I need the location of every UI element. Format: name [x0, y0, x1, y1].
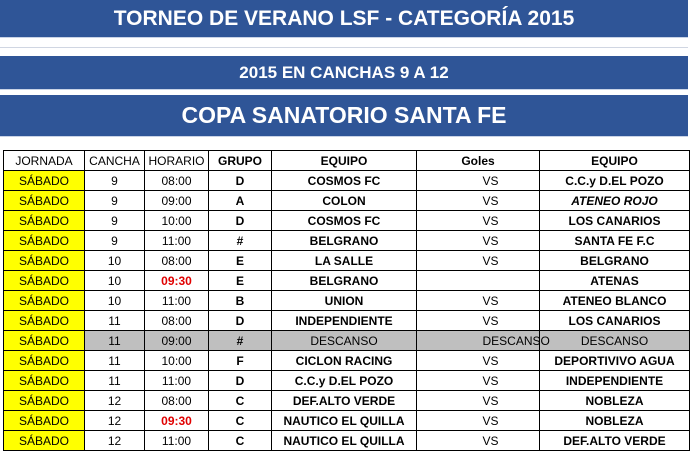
grupo-cell: E [209, 271, 272, 291]
jornada-cell: SÁBADO [4, 171, 85, 191]
jornada-cell: SÁBADO [4, 231, 85, 251]
horario-cell: 10:00 [145, 351, 209, 371]
table-row [4, 291, 690, 311]
cancha-cell: 10 [85, 251, 145, 271]
jornada-cell: SÁBADO [4, 251, 85, 271]
goles-local-cell [417, 231, 475, 251]
header-equipo-local: EQUIPO [272, 151, 417, 171]
jornada-cell: SÁBADO [4, 311, 85, 331]
visitor-team-cell: DEPORTIVIVO AGUA [540, 351, 690, 371]
visitor-team-cell: NOBLEZA [540, 411, 690, 431]
horario-cell: 11:00 [145, 231, 209, 251]
jornada-cell: SÁBADO [4, 351, 85, 371]
vs-cell: VS [475, 231, 540, 251]
goles-local-cell [417, 171, 475, 191]
local-team-cell: NAUTICO EL QUILLA [272, 411, 417, 431]
local-team-cell: LA SALLE [272, 251, 417, 271]
local-team-cell: INDEPENDIENTE [272, 311, 417, 331]
header-row [4, 151, 690, 171]
local-team-cell: CICLON RACING [272, 351, 417, 371]
goles-local-cell [417, 271, 475, 291]
local-team-cell: COSMOS FC [272, 211, 417, 231]
local-team-cell: DESCANSO [272, 331, 417, 351]
table-row [4, 251, 690, 271]
vs-cell: VS [475, 191, 540, 211]
grupo-cell: D [209, 311, 272, 331]
visitor-team-cell: LOS CANARIOS [540, 311, 690, 331]
table-row [4, 271, 690, 291]
header-goles: Goles [417, 151, 540, 171]
goles-local-cell [417, 191, 475, 211]
cancha-cell: 9 [85, 211, 145, 231]
grupo-cell: D [209, 171, 272, 191]
grupo-cell: # [209, 331, 272, 351]
vs-cell: VS [475, 211, 540, 231]
header-equipo-visitante: EQUIPO [540, 151, 690, 171]
local-team-cell: BELGRANO [272, 231, 417, 251]
grupo-cell: D [209, 211, 272, 231]
vs-cell: VS [475, 311, 540, 331]
local-team-cell: COSMOS FC [272, 171, 417, 191]
grupo-cell: C [209, 431, 272, 451]
jornada-cell: SÁBADO [4, 211, 85, 231]
horario-cell: 10:00 [145, 211, 209, 231]
visitor-team-cell: C.C.y D.EL POZO [540, 171, 690, 191]
header-grupo: GRUPO [209, 151, 272, 171]
table-row [4, 391, 690, 411]
goles-local-cell [417, 411, 475, 431]
horario-cell: 08:00 [145, 391, 209, 411]
visitor-team-cell: NOBLEZA [540, 391, 690, 411]
visitor-team-cell: SANTA FE F.C [540, 231, 690, 251]
grupo-cell: D [209, 371, 272, 391]
local-team-cell: COLON [272, 191, 417, 211]
local-team-cell: BELGRANO [272, 271, 417, 291]
table-row [4, 191, 690, 211]
horario-cell: 08:00 [145, 311, 209, 331]
visitor-team-cell: INDEPENDIENTE [540, 371, 690, 391]
vs-cell: VS [475, 251, 540, 271]
fixture-table [3, 150, 690, 451]
horario-cell: 11:00 [145, 431, 209, 451]
cancha-cell: 11 [85, 351, 145, 371]
visitor-team-cell: LOS CANARIOS [540, 211, 690, 231]
visitor-team-cell: ATENEO BLANCO [540, 291, 690, 311]
header-cancha: CANCHA [85, 151, 145, 171]
grupo-cell: B [209, 291, 272, 311]
cup-banner [0, 95, 688, 137]
jornada-cell: SÁBADO [4, 331, 85, 351]
cancha-cell: 9 [85, 191, 145, 211]
goles-local-cell [417, 251, 475, 271]
jornada-cell: SÁBADO [4, 371, 85, 391]
visitor-team-cell: DEF.ALTO VERDE [540, 431, 690, 451]
cancha-cell: 11 [85, 311, 145, 331]
cancha-cell: 11 [85, 331, 145, 351]
table-row [4, 331, 690, 351]
grupo-cell: # [209, 231, 272, 251]
cancha-cell: 12 [85, 391, 145, 411]
goles-local-cell [417, 331, 475, 351]
horario-cell: 09:00 [145, 191, 209, 211]
jornada-cell: SÁBADO [4, 411, 85, 431]
horario-cell: 11:00 [145, 291, 209, 311]
vs-cell: VS [475, 431, 540, 451]
header-horario: HORARIO [145, 151, 209, 171]
table-row [4, 211, 690, 231]
goles-local-cell [417, 211, 475, 231]
horario-cell: 11:00 [145, 371, 209, 391]
table-row [4, 171, 690, 191]
cancha-cell: 10 [85, 271, 145, 291]
jornada-cell: SÁBADO [4, 271, 85, 291]
goles-local-cell [417, 431, 475, 451]
cancha-cell: 9 [85, 171, 145, 191]
divider [0, 47, 688, 48]
grupo-cell: C [209, 411, 272, 431]
cancha-cell: 9 [85, 231, 145, 251]
local-team-cell: UNION [272, 291, 417, 311]
table-row [4, 311, 690, 331]
subtitle: 2015 EN CANCHAS 9 A 12 [239, 62, 449, 82]
visitor-team-cell: DESCANSO [540, 331, 690, 351]
table-row [4, 411, 690, 431]
vs-cell: VS [475, 291, 540, 311]
visitor-team-cell: BELGRANO [540, 251, 690, 271]
vs-cell: VS [475, 171, 540, 191]
jornada-cell: SÁBADO [4, 431, 85, 451]
table-row [4, 231, 690, 251]
cup-title: COPA SANATORIO SANTA FE [181, 102, 507, 128]
jornada-cell: SÁBADO [4, 191, 85, 211]
vs-cell: VS [475, 411, 540, 431]
goles-local-cell [417, 371, 475, 391]
horario-cell: 08:00 [145, 251, 209, 271]
horario-cell: 09:30 [145, 271, 209, 291]
tournament-title: TORNEO DE VERANO LSF - CATEGORÍA 2015 [113, 6, 575, 30]
vs-cell: VS [475, 371, 540, 391]
local-team-cell: C.C.y D.EL POZO [272, 371, 417, 391]
header-jornada: JORNADA [4, 151, 85, 171]
local-team-cell: DEF.ALTO VERDE [272, 391, 417, 411]
cancha-cell: 10 [85, 291, 145, 311]
goles-local-cell [417, 351, 475, 371]
local-team-cell: NAUTICO EL QUILLA [272, 431, 417, 451]
visitor-team-cell: ATENEO ROJO [540, 191, 690, 211]
jornada-cell: SÁBADO [4, 291, 85, 311]
table-row [4, 431, 690, 451]
vs-cell: VS [475, 391, 540, 411]
grupo-cell: C [209, 391, 272, 411]
grupo-cell: E [209, 251, 272, 271]
grupo-cell: A [209, 191, 272, 211]
horario-cell: 09:00 [145, 331, 209, 351]
subtitle-banner [0, 56, 688, 90]
vs-cell: DESCANSO [475, 331, 540, 351]
goles-local-cell [417, 291, 475, 311]
tournament-title-banner [0, 0, 688, 38]
cancha-cell: 11 [85, 371, 145, 391]
jornada-cell: SÁBADO [4, 391, 85, 411]
goles-local-cell [417, 391, 475, 411]
cancha-cell: 12 [85, 431, 145, 451]
table-row [4, 351, 690, 371]
vs-cell: VS [475, 351, 540, 371]
visitor-team-cell: ATENAS [540, 271, 690, 291]
grupo-cell: F [209, 351, 272, 371]
goles-local-cell [417, 311, 475, 331]
horario-cell: 09:30 [145, 411, 209, 431]
vs-cell [475, 271, 540, 291]
horario-cell: 08:00 [145, 171, 209, 191]
table-row [4, 371, 690, 391]
cancha-cell: 12 [85, 411, 145, 431]
